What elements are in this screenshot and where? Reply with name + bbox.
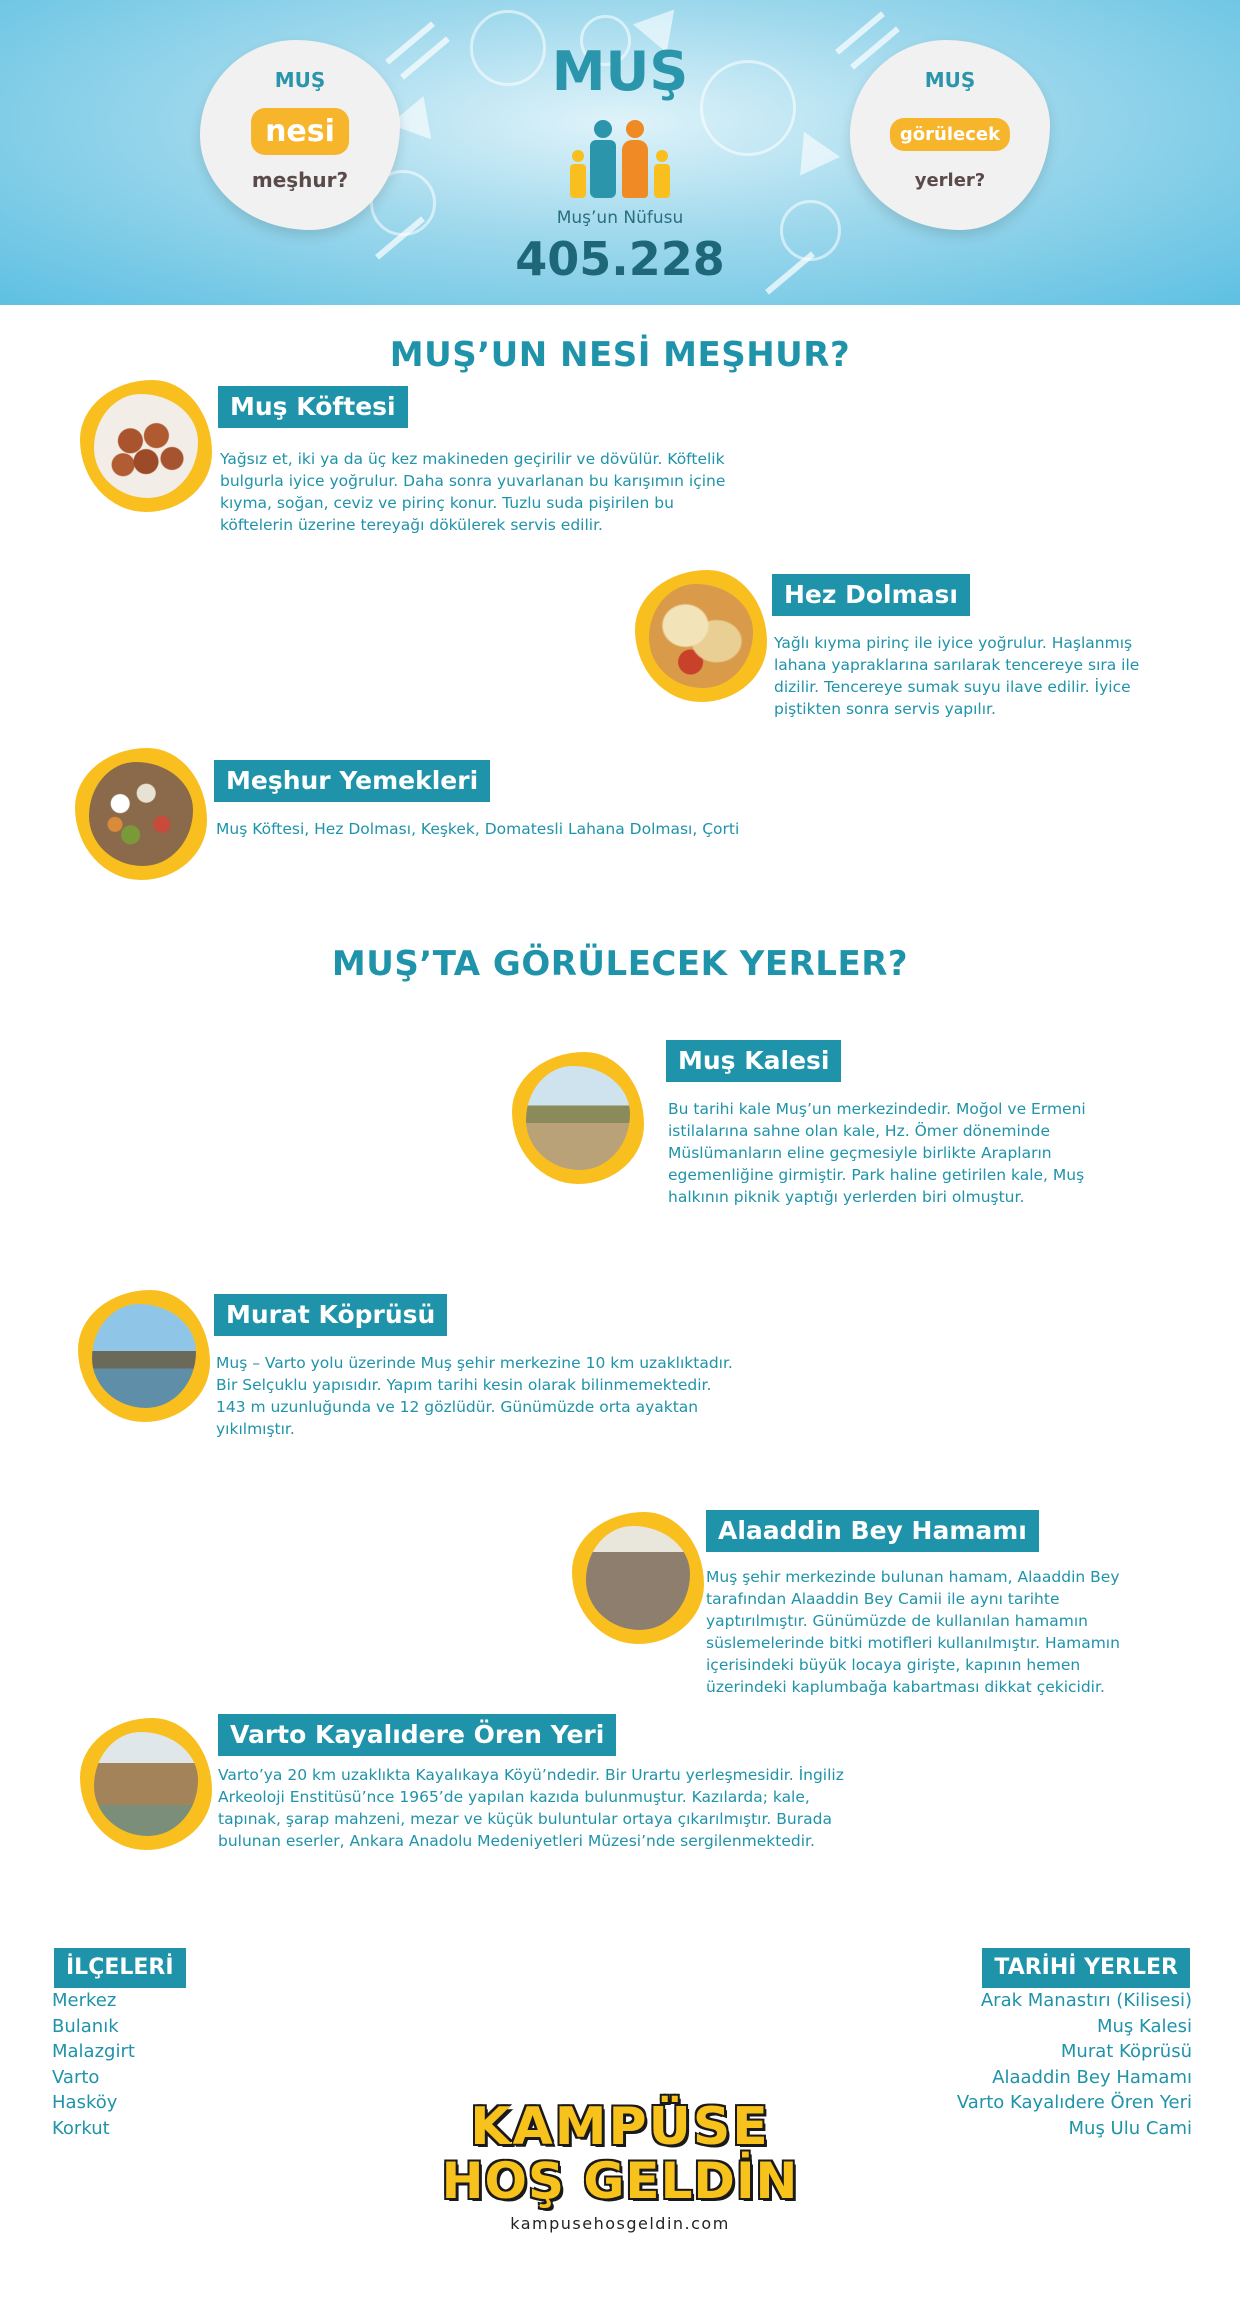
mus-kalesi-image: [512, 1052, 644, 1184]
famous-heading: MUŞ’UN NESİ MEŞHUR?: [389, 335, 851, 375]
murat-koprusu-image: [78, 1290, 210, 1422]
meshur-yemekleri-image: [75, 748, 207, 880]
historic-item: Arak Manastırı (Kilisesi): [980, 1990, 1192, 2011]
muş-koftesi-image: [80, 380, 212, 512]
district-item: Bulanık: [52, 2015, 119, 2037]
places-heading: MUŞ’TA GÖRÜLECEK YERLER?: [331, 944, 909, 984]
place-item-text: Muş – Varto yolu üzerinde Muş şehir merkezine 10 km uzaklıktadır. Bir Selçuklu yapısıdır. Yapım tarihi kesin olarak bilinmemektedir. 143 m uzunluğunda ve 12 gözlüdür. Günümüzde orta ayaktan yıkılmıştır.: [216, 1354, 733, 1438]
district-item: Korkut: [52, 2117, 110, 2139]
logo-line2: HOŞ GELDİN: [441, 2152, 799, 2210]
left-bubble-top: MUŞ: [274, 68, 326, 92]
header-banner: [0, 0, 1240, 305]
famous-item-title: Muş Köftesi: [218, 386, 408, 428]
logo-url[interactable]: kampusehosgeldin.com: [510, 2214, 730, 2233]
left-bubble-bottom: meşhur?: [251, 168, 349, 192]
place-item-text: Varto’ya 20 km uzaklıkta Kayalıkaya Köyü’ndedir. Bir Urartu yerleşmesidir. İngiliz Arkeoloji Enstitüsü’nce 1965’de yapılan kazıda bulunmuştur. Kazılarda; kale, tapınak, şarap mahzeni, mezar ve küçük buluntular ortaya çıkarılmıştır. Burada bulunan eserler, Ankara Anadolu Medeniyetleri Müzesi’nde sergilenmektedir.: [218, 1766, 844, 1850]
district-item: Malazgirt: [52, 2041, 135, 2062]
logo-line1: KAMPÜSE: [470, 2097, 770, 2157]
place-item-text: Bu tarihi kale Muş’un merkezindedir. Moğol ve Ermeni istilalarına sahne olan kale, Hz. Ömer döneminde Müslümanların eline geçmesiyle birlikte Arapların egemenliğine girmiştir. Park haline getirilen kale, Muş halkının piknik yaptığı yerlerden biri olmuştur.: [668, 1100, 1086, 1206]
district-item: Hasköy: [52, 2092, 118, 2113]
right-bubble-bottom: yerler?: [914, 170, 986, 191]
historic-item: Muş Ulu Cami: [1068, 2117, 1192, 2139]
right-bubble-top: MUŞ: [924, 68, 976, 92]
varto-kayalidere-image: [80, 1718, 212, 1850]
historic-item: Varto Kayalıdere Ören Yeri: [956, 2092, 1192, 2113]
left-speech-bubble: [200, 40, 400, 230]
left-bubble-pill: nesi: [251, 108, 349, 155]
famous-item-title: Hez Dolması: [772, 574, 970, 616]
population-label: Muş’un Nüfusu: [556, 208, 684, 228]
districts-list: [52, 1988, 135, 2141]
historic-item: Murat Köprüsü: [1060, 2041, 1192, 2062]
famous-item-title: Meşhur Yemekleri: [214, 760, 490, 802]
district-item: Merkez: [52, 1990, 117, 2011]
place-item-title: Varto Kayalıdere Ören Yeri: [218, 1714, 616, 1756]
district-item: Varto: [52, 2066, 100, 2088]
historic-list: [957, 1988, 1192, 2141]
alaaddin-bey-hamami-image: [572, 1512, 704, 1644]
place-item-text: Muş şehir merkezinde bulunan hamam, Alaaddin Bey tarafından Alaaddin Bey Camii ile aynı tarihte yaptırılmıştır. Günümüzde de kullanılan hamamın süslemelerinde bitki motifleri kullanılmıştır. Hamamın içerisindeki büyük locaya girişte, kapının hemen üzerindeki kaplumbağa kabartması dikkat çekicidir.: [706, 1568, 1120, 1696]
famous-item-text: Muş Köftesi, Hez Dolması, Keşkek, Domatesli Lahana Dolması, Çorti: [216, 820, 740, 838]
historic-item: Muş Kalesi: [1096, 2015, 1192, 2037]
right-speech-bubble: [850, 40, 1050, 230]
place-item-title: Alaaddin Bey Hamamı: [706, 1510, 1039, 1552]
famous-item-text: Yağlı kıyma pirinç ile iyice yoğrulur. Haşlanmış lahana yapraklarına sarılarak tencereye sıra ile dizilir. Tencereye sumak suyu ilave edilir. İyice piştikten sonra servis yapılır.: [774, 634, 1140, 718]
family-icon: [570, 120, 670, 200]
districts-heading: İLÇELERİ: [54, 1948, 186, 1988]
population-value: 405.228: [515, 232, 725, 286]
famous-item-text: Yağsız et, iki ya da üç kez makineden geçirilir ve dövülür. Köftelik bulgurla iyice yoğrulur. Daha sonra yuvarlanan bu karışımın içine kıyma, soğan, ceviz ve pirinç konur. Tuzlu suda pişirilen bu köftelerin üzerine tereyağı dökülerek servis edilir.: [220, 450, 726, 534]
place-item-title: Murat Köprüsü: [214, 1294, 447, 1336]
historic-item: Alaaddin Bey Hamamı: [992, 2066, 1192, 2088]
site-logo[interactable]: [440, 2097, 800, 2260]
right-bubble-pill: görülecek: [890, 118, 1010, 151]
historic-heading: TARİHİ YERLER: [982, 1948, 1190, 1988]
page-title: MUŞ: [551, 40, 689, 103]
hez-dolmasi-image: [635, 570, 767, 702]
place-item-title: Muş Kalesi: [666, 1040, 841, 1082]
